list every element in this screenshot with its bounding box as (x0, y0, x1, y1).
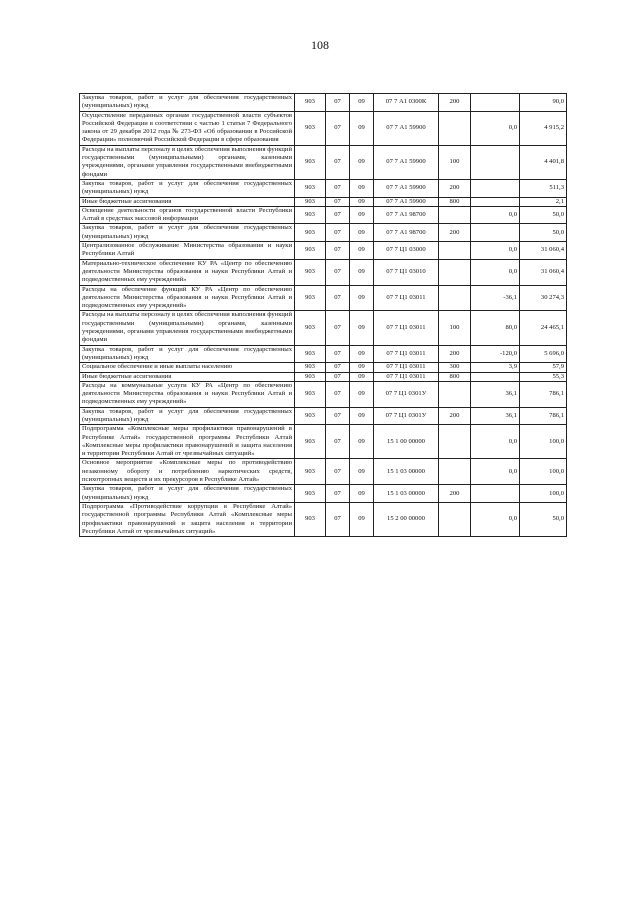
admin-code: 903 (295, 111, 326, 145)
total-amount: 57,9 (520, 363, 567, 372)
table-row (80, 111, 567, 145)
expense-name: Закупка товаров, работ и услуг для обеспечения государственных (муниципальных) нужд (80, 485, 295, 503)
change-amount: 0,0 (471, 259, 520, 285)
subsection-code: 09 (350, 259, 374, 285)
change-amount: 0,0 (471, 459, 520, 485)
expense-name: Закупка товаров, работ и услуг для обеспечения государственных (муниципальных) нужд (80, 179, 295, 197)
expense-name: Расходы на коммунальные услуги КУ РА «Центр по обеспечению деятельности Министерства образования и науки Республики Алтай и подведомственных ему учреждений» (80, 381, 295, 407)
admin-code: 903 (295, 94, 326, 112)
section-code: 07 (326, 311, 350, 345)
total-amount: 50,0 (520, 502, 567, 536)
expense-type (439, 502, 471, 536)
subsection-code: 09 (350, 206, 374, 224)
table-row (80, 502, 567, 536)
expense-name: Иные бюджетные ассигнования (80, 197, 295, 206)
expense-name: Закупка товаров, работ и услуг для обеспечения государственных (муниципальных) нужд (80, 345, 295, 363)
expense-type (439, 111, 471, 145)
expense-type: 100 (439, 311, 471, 345)
expense-type (439, 425, 471, 459)
subsection-code: 09 (350, 242, 374, 260)
change-amount: -120,0 (471, 345, 520, 363)
admin-code: 903 (295, 485, 326, 503)
section-code: 07 (326, 425, 350, 459)
table-row (80, 259, 567, 285)
subsection-code: 09 (350, 179, 374, 197)
expense-name: Закупка товаров, работ и услуг для обеспечения государственных (муниципальных) нужд (80, 407, 295, 425)
expense-name: Подпрограмма «Комплексные меры профилактики правонарушений в Республике Алтай» государственной программы Республики Алтай «Комплексные меры профилактики правонарушений и защита населения и территории Республики Алтай от чрезвычайных ситуаций» (80, 425, 295, 459)
expense-name: Социальное обеспечение и иные выплаты населению (80, 363, 295, 372)
section-code: 07 (326, 145, 350, 179)
table-row (80, 407, 567, 425)
admin-code: 903 (295, 502, 326, 536)
change-amount: 0,0 (471, 111, 520, 145)
total-amount: 30 274,3 (520, 285, 567, 311)
total-amount: 100,0 (520, 485, 567, 503)
admin-code: 903 (295, 145, 326, 179)
table-row (80, 179, 567, 197)
table-row (80, 363, 567, 372)
expense-name: Освещение деятельности органов государственной власти Республики Алтай в средствах массовой информации (80, 206, 295, 224)
section-code: 07 (326, 459, 350, 485)
total-amount: 786,1 (520, 407, 567, 425)
target-article: 07 7 Ц1 0301У (374, 381, 439, 407)
expense-type: 300 (439, 363, 471, 372)
total-amount: 31 060,4 (520, 259, 567, 285)
table-row (80, 372, 567, 381)
total-amount: 50,0 (520, 206, 567, 224)
change-amount (471, 145, 520, 179)
section-code: 07 (326, 179, 350, 197)
change-amount: 0,0 (471, 242, 520, 260)
admin-code: 903 (295, 459, 326, 485)
total-amount: 5 696,0 (520, 345, 567, 363)
admin-code: 903 (295, 345, 326, 363)
page-number: 108 (311, 38, 329, 52)
expense-name: Закупка товаров, работ и услуг для обеспечения государственных (муниципальных) нужд (80, 224, 295, 242)
target-article: 07 7 Ц1 03000 (374, 242, 439, 260)
target-article: 15 1 03 00000 (374, 459, 439, 485)
admin-code: 903 (295, 381, 326, 407)
subsection-code: 09 (350, 485, 374, 503)
subsection-code: 09 (350, 224, 374, 242)
expense-name: Подпрограмма «Противодействие коррупции в Республике Алтай» государственной программы Республики Алтай «Комплексные меры профилактики правонарушений и защита населения и территории Республики Алтай от чрезвычайных ситуаций» (80, 502, 295, 536)
total-amount: 786,1 (520, 381, 567, 407)
budget-rows (80, 94, 567, 537)
subsection-code: 09 (350, 502, 374, 536)
table-row (80, 425, 567, 459)
change-amount: 36,1 (471, 381, 520, 407)
target-article: 07 7 Ц1 03010 (374, 259, 439, 285)
total-amount: 4 401,8 (520, 145, 567, 179)
expense-type (439, 242, 471, 260)
subsection-code: 09 (350, 372, 374, 381)
target-article: 07 7 А1 59900 (374, 179, 439, 197)
expense-type: 200 (439, 485, 471, 503)
admin-code: 903 (295, 224, 326, 242)
expense-type: 200 (439, 179, 471, 197)
section-code: 07 (326, 381, 350, 407)
table-row (80, 485, 567, 503)
admin-code: 903 (295, 363, 326, 372)
expense-type (439, 285, 471, 311)
change-amount: 0,0 (471, 206, 520, 224)
expense-type: 800 (439, 197, 471, 206)
expense-name: Расходы на выплаты персоналу в целях обеспечения выполнения функций государственными (муниципальными) органами, казенными учреждениями, органами управления государственными внебюджетными фондами (80, 311, 295, 345)
change-amount: 80,0 (471, 311, 520, 345)
subsection-code: 09 (350, 363, 374, 372)
expense-type (439, 459, 471, 485)
expense-type (439, 381, 471, 407)
change-amount: 0,0 (471, 425, 520, 459)
table-row (80, 94, 567, 112)
table-row (80, 285, 567, 311)
target-article: 07 7 Ц1 03011 (374, 285, 439, 311)
total-amount: 50,0 (520, 224, 567, 242)
target-article: 07 7 Ц1 03011 (374, 311, 439, 345)
subsection-code: 09 (350, 381, 374, 407)
total-amount: 24 465,1 (520, 311, 567, 345)
table-row (80, 311, 567, 345)
target-article: 07 7 Ц1 0301У (374, 407, 439, 425)
subsection-code: 09 (350, 111, 374, 145)
admin-code: 903 (295, 206, 326, 224)
table-row (80, 224, 567, 242)
expense-name: Иные бюджетные ассигнования (80, 372, 295, 381)
section-code: 07 (326, 285, 350, 311)
expense-type: 200 (439, 407, 471, 425)
admin-code: 903 (295, 179, 326, 197)
target-article: 07 7 А1 98700 (374, 224, 439, 242)
total-amount: 100,0 (520, 459, 567, 485)
target-article: 07 7 А1 59900 (374, 145, 439, 179)
subsection-code: 09 (350, 94, 374, 112)
target-article: 15 1 00 00000 (374, 425, 439, 459)
subsection-code: 09 (350, 345, 374, 363)
table-row (80, 345, 567, 363)
admin-code: 903 (295, 197, 326, 206)
budget-table (79, 93, 567, 537)
expense-type: 200 (439, 94, 471, 112)
total-amount: 90,0 (520, 94, 567, 112)
subsection-code: 09 (350, 197, 374, 206)
target-article: 07 7 Ц1 03011 (374, 363, 439, 372)
target-article: 15 2 00 00000 (374, 502, 439, 536)
section-code: 07 (326, 502, 350, 536)
total-amount: 100,0 (520, 425, 567, 459)
change-amount (471, 94, 520, 112)
section-code: 07 (326, 111, 350, 145)
subsection-code: 09 (350, 459, 374, 485)
subsection-code: 09 (350, 311, 374, 345)
change-amount (471, 197, 520, 206)
expense-type: 200 (439, 224, 471, 242)
target-article: 07 7 Ц1 03011 (374, 372, 439, 381)
total-amount: 511,3 (520, 179, 567, 197)
section-code: 07 (326, 206, 350, 224)
expense-type: 800 (439, 372, 471, 381)
subsection-code: 09 (350, 285, 374, 311)
section-code: 07 (326, 345, 350, 363)
expense-type: 100 (439, 145, 471, 179)
change-amount: 36,1 (471, 407, 520, 425)
subsection-code: 09 (350, 407, 374, 425)
table-row (80, 242, 567, 260)
target-article: 15 1 03 00000 (374, 485, 439, 503)
table-row (80, 206, 567, 224)
admin-code: 903 (295, 242, 326, 260)
expense-name: Расходы на обеспечение функций КУ РА «Центр по обеспечению деятельности Министерства образования и науки Республики Алтай и подведомственных ему учреждений» (80, 285, 295, 311)
expense-name: Основное мероприятие «Комплексные меры по противодействию незаконному обороту и потреблению наркотических средств, психотропных веществ и их прекурсоров в Республике Алтай» (80, 459, 295, 485)
expense-type (439, 206, 471, 224)
change-amount (471, 179, 520, 197)
change-amount: -36,1 (471, 285, 520, 311)
section-code: 07 (326, 485, 350, 503)
target-article: 07 7 А1 59900 (374, 111, 439, 145)
section-code: 07 (326, 363, 350, 372)
section-code: 07 (326, 242, 350, 260)
target-article: 07 7 А1 98700 (374, 206, 439, 224)
expense-type (439, 259, 471, 285)
target-article: 07 7 А1 59900 (374, 197, 439, 206)
total-amount: 55,3 (520, 372, 567, 381)
admin-code: 903 (295, 372, 326, 381)
subsection-code: 09 (350, 145, 374, 179)
subsection-code: 09 (350, 425, 374, 459)
table-row (80, 381, 567, 407)
section-code: 07 (326, 224, 350, 242)
change-amount (471, 485, 520, 503)
admin-code: 903 (295, 285, 326, 311)
total-amount: 31 060,4 (520, 242, 567, 260)
admin-code: 903 (295, 311, 326, 345)
change-amount (471, 224, 520, 242)
expense-name: Централизованное обслуживание Министерства образования и науки Республики Алтай (80, 242, 295, 260)
table-row (80, 459, 567, 485)
table-row (80, 145, 567, 179)
expense-name: Осуществление переданных органам государственной власти субъектов Российской Федерации в соответствии с частью 1 статьи 7 Федерального закона от 29 декабря 2012 года № 273-ФЗ «Об образовании в Российской Федерации» полномочий Российской Федерации в сфере образования (80, 111, 295, 145)
change-amount: 3,9 (471, 363, 520, 372)
change-amount: 0,0 (471, 502, 520, 536)
section-code: 07 (326, 197, 350, 206)
expense-name: Материально-техническое обеспечение КУ РА «Центр по обеспечению деятельности Министерства образования и науки Республики Алтай и подведомственных ему учреждений» (80, 259, 295, 285)
change-amount (471, 372, 520, 381)
expense-name: Расходы на выплаты персоналу в целях обеспечения выполнения функций государственными (муниципальными) органами, казенными учреждениями, органами управления государственными внебюджетными фондами (80, 145, 295, 179)
section-code: 07 (326, 259, 350, 285)
section-code: 07 (326, 407, 350, 425)
expense-type: 200 (439, 345, 471, 363)
section-code: 07 (326, 372, 350, 381)
admin-code: 903 (295, 259, 326, 285)
admin-code: 903 (295, 407, 326, 425)
expense-name: Закупка товаров, работ и услуг для обеспечения государственных (муниципальных) нужд (80, 94, 295, 112)
table-row (80, 197, 567, 206)
admin-code: 903 (295, 425, 326, 459)
total-amount: 4 915,2 (520, 111, 567, 145)
section-code: 07 (326, 94, 350, 112)
total-amount: 2,1 (520, 197, 567, 206)
target-article: 07 7 А1 0300К (374, 94, 439, 112)
target-article: 07 7 Ц1 03011 (374, 345, 439, 363)
